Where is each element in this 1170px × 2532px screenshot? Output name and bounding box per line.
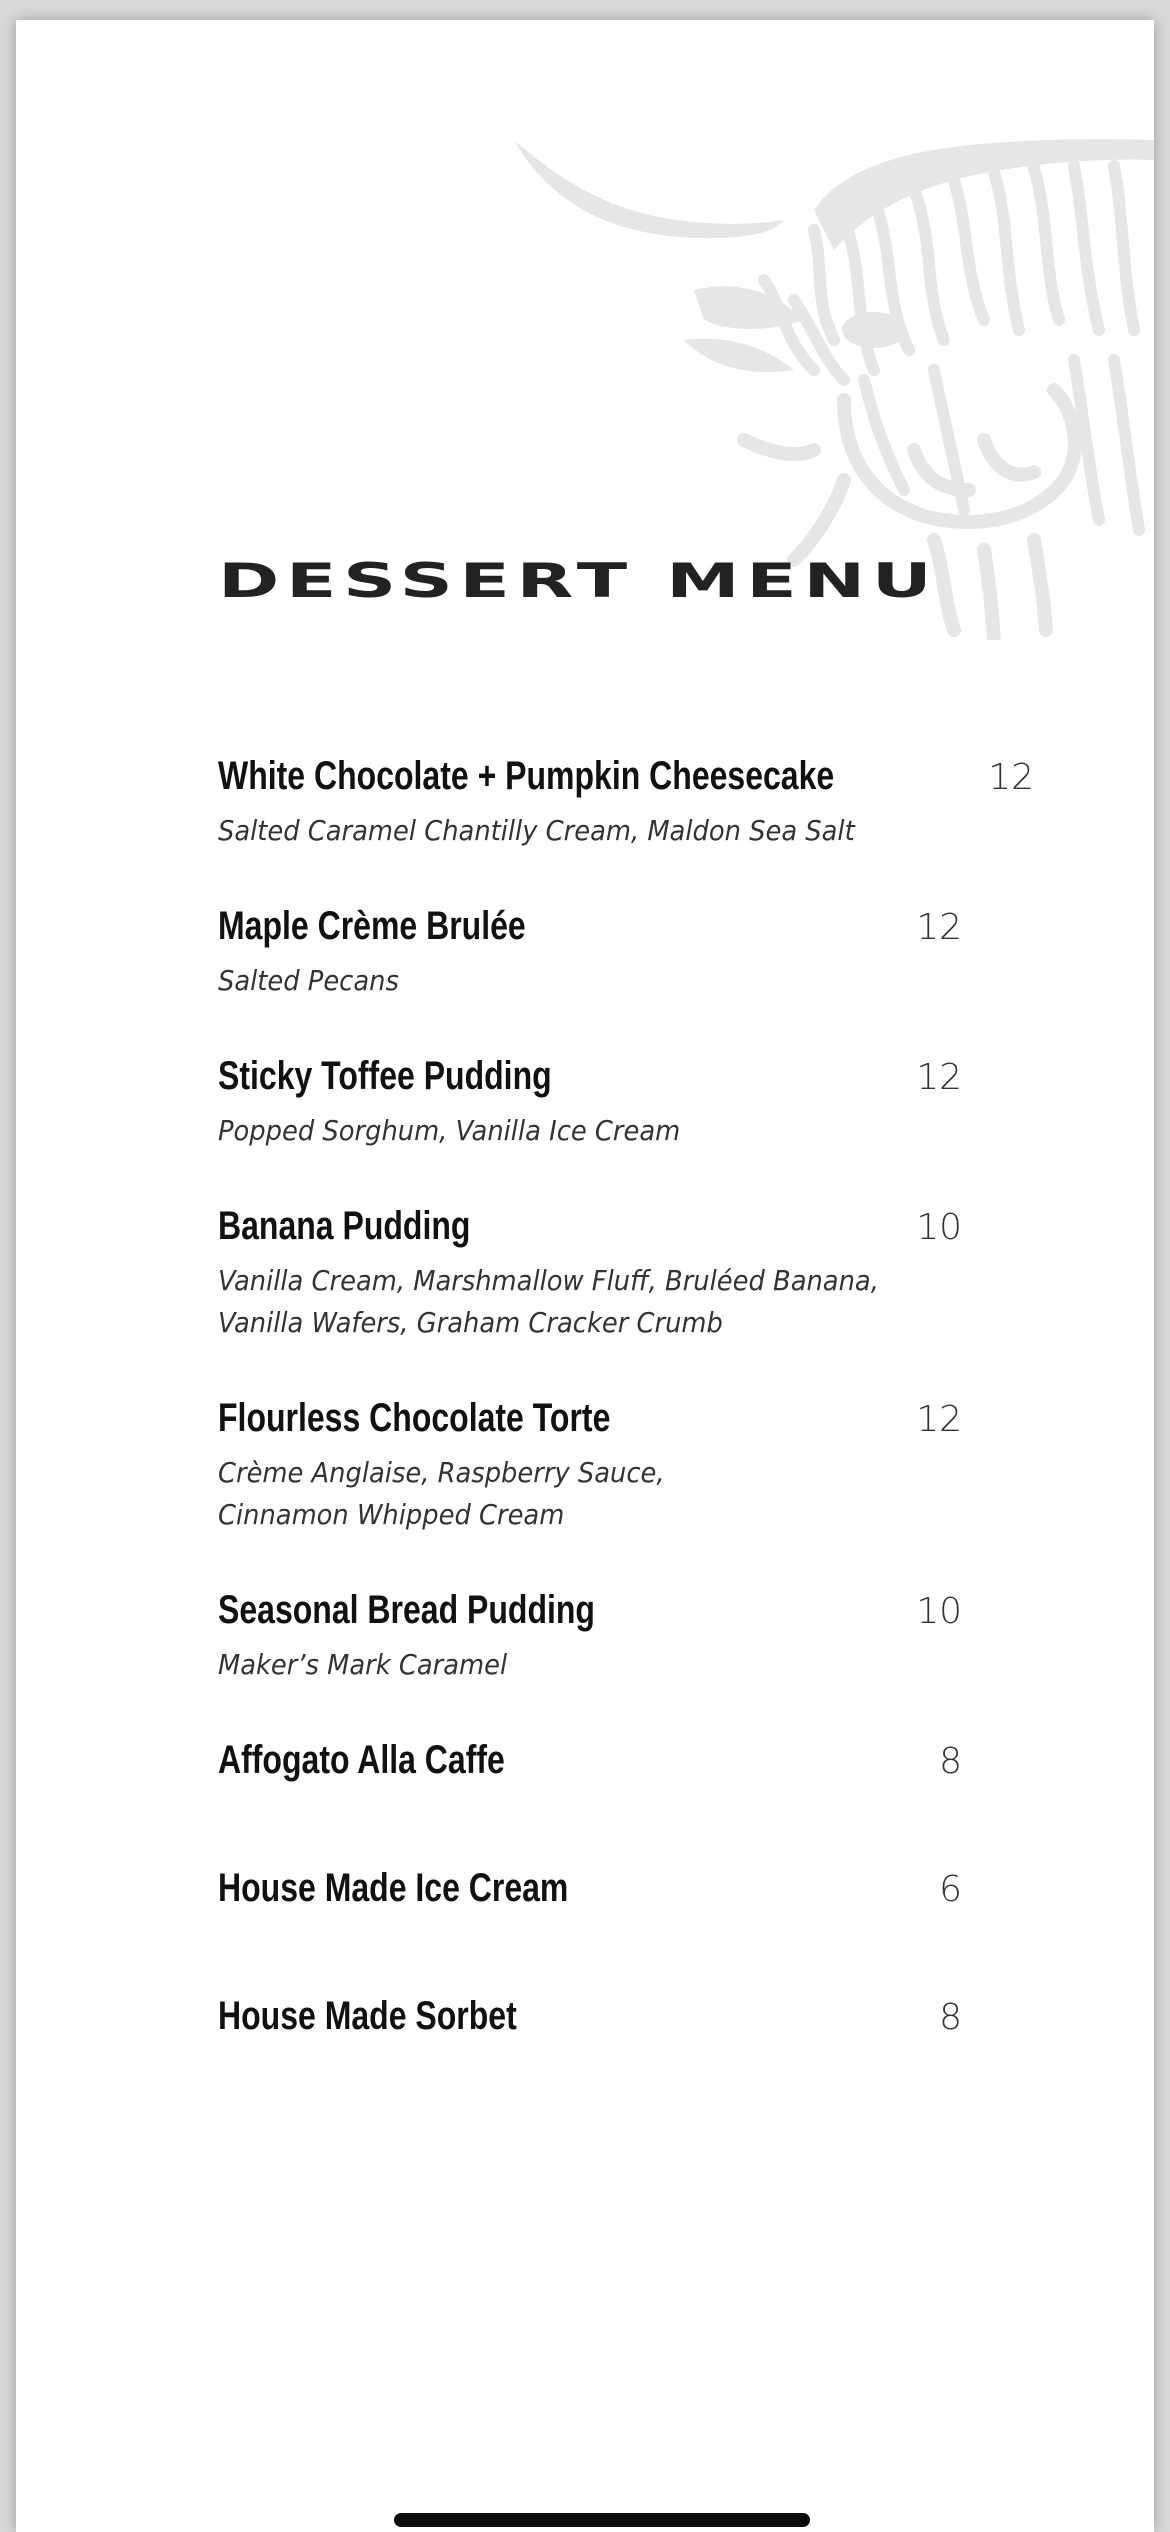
item-price: 10 bbox=[916, 1207, 962, 1248]
item-name: Maple Crème Brulée bbox=[218, 904, 526, 948]
item-price: 6 bbox=[939, 1869, 962, 1910]
menu-item bbox=[218, 1578, 962, 1686]
item-price: 12 bbox=[988, 757, 1035, 798]
menu-item bbox=[218, 1044, 962, 1152]
item-price: 10 bbox=[916, 1591, 962, 1632]
menu-item bbox=[218, 744, 1035, 852]
menu-item bbox=[218, 894, 962, 1002]
menu-list bbox=[218, 744, 1035, 2112]
item-name: Banana Pudding bbox=[218, 1204, 471, 1248]
menu-page bbox=[16, 20, 1154, 2532]
item-price: 12 bbox=[916, 1399, 962, 1440]
item-name: Sticky Toffee Pudding bbox=[218, 1054, 552, 1098]
item-description: Salted Pecans bbox=[218, 964, 399, 997]
menu-item bbox=[218, 1856, 962, 1922]
item-description: Salted Caramel Chantilly Cream, Maldon Sea Salt bbox=[218, 814, 855, 847]
item-name: Seasonal Bread Pudding bbox=[218, 1588, 595, 1632]
item-description: Maker’s Mark Caramel bbox=[218, 1648, 508, 1681]
item-description: Vanilla Cream, Marshmallow Fluff, Bruléed Banana, Vanilla Wafers, Graham Cracker Crumb bbox=[218, 1264, 879, 1339]
item-name: Affogato Alla Caffe bbox=[218, 1738, 505, 1782]
menu-title: DESSERT MENU bbox=[218, 553, 939, 609]
item-description: Popped Sorghum, Vanilla Ice Cream bbox=[218, 1114, 681, 1147]
item-name: House Made Sorbet bbox=[218, 1994, 517, 2038]
item-name: House Made Ice Cream bbox=[218, 1866, 569, 1910]
menu-item bbox=[218, 1194, 962, 1344]
item-name: Flourless Chocolate Torte bbox=[218, 1396, 611, 1440]
item-price: 12 bbox=[916, 1057, 962, 1098]
item-description: Crème Anglaise, Raspberry Sauce, Cinnamon Whipped Cream bbox=[218, 1456, 665, 1531]
menu-item bbox=[218, 1386, 962, 1536]
menu-item bbox=[218, 1728, 962, 1794]
item-price: 8 bbox=[939, 1741, 962, 1782]
item-price: 12 bbox=[916, 907, 962, 948]
item-name: White Chocolate + Pumpkin Cheesecake bbox=[218, 754, 835, 798]
item-price: 8 bbox=[939, 1997, 962, 2038]
menu-item bbox=[218, 1984, 962, 2050]
home-indicator[interactable] bbox=[394, 2513, 810, 2527]
